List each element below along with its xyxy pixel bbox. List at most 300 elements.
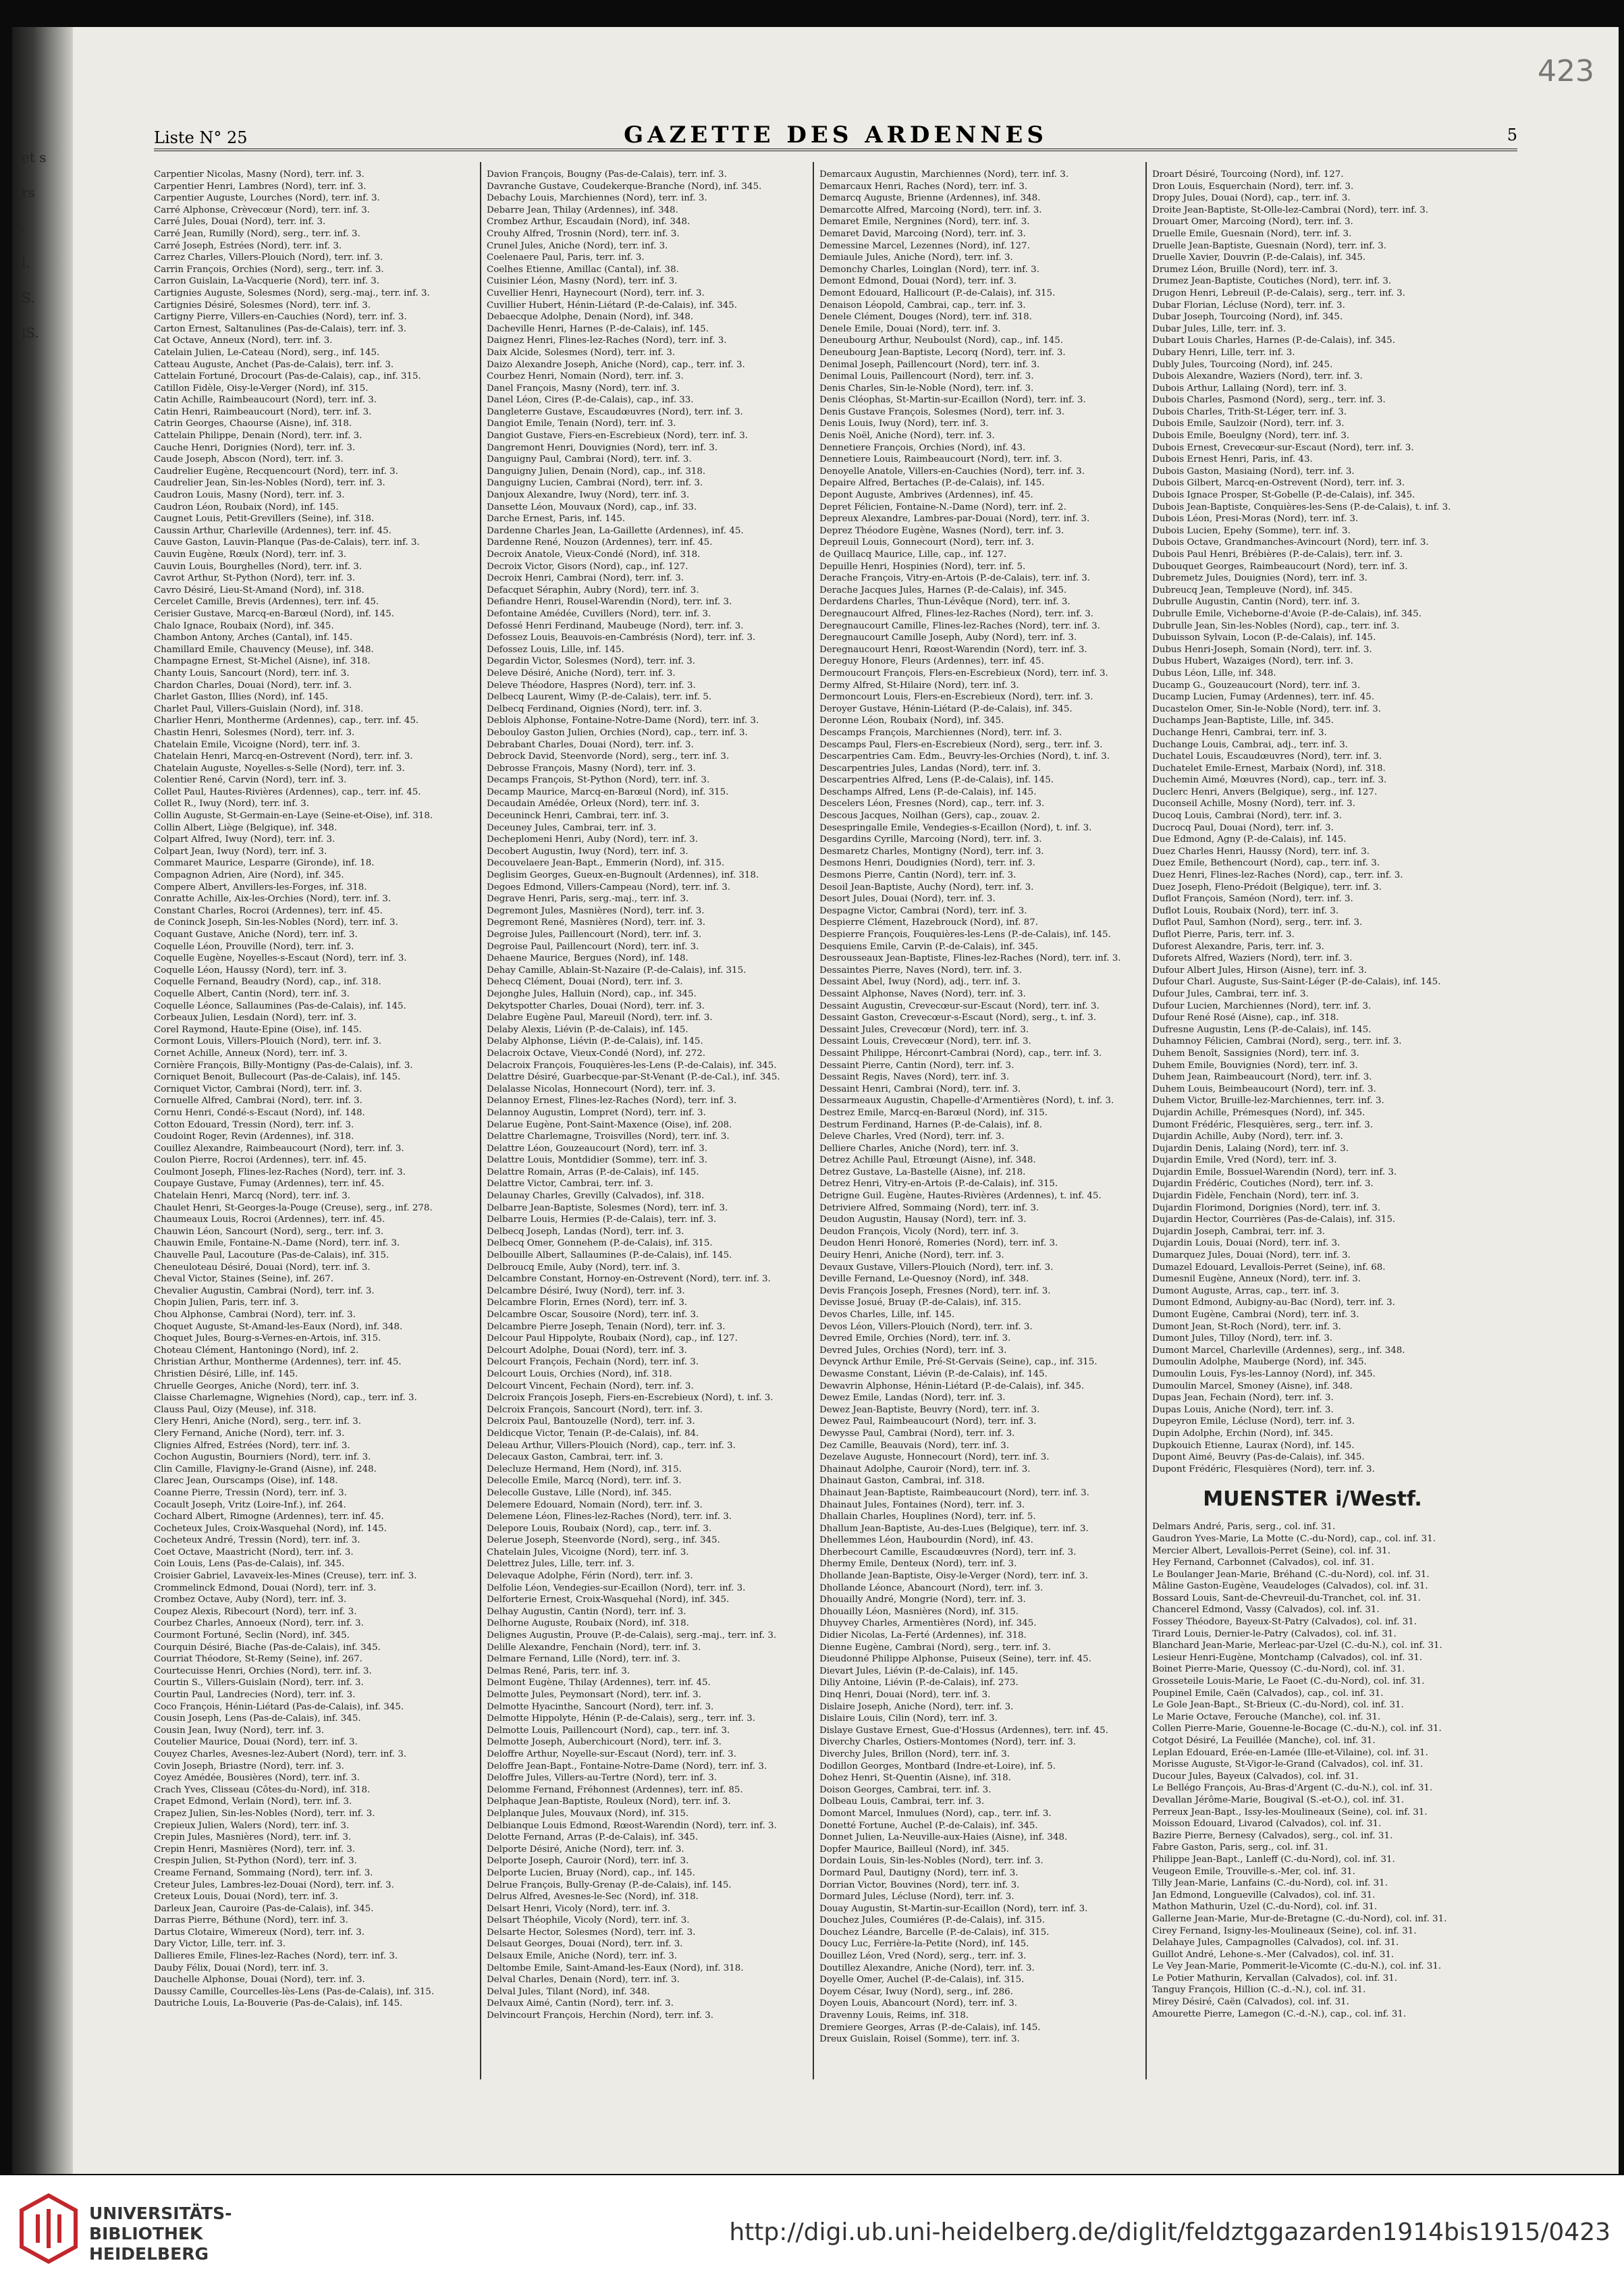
list-entry: Leplan Edouard, Erée-en-Lamée (Ille-et-Vilaine), col. inf. 31. — [1152, 1747, 1428, 1758]
list-entry: Dropy Jules, Douai (Nord), cap., terr. inf. 3. — [1152, 193, 1351, 204]
list-entry: Degardin Victor, Solesmes (Nord), terr. inf. 3. — [487, 656, 696, 667]
list-entry: Dupin Adolphe, Erchin (Nord), inf. 345. — [1152, 1428, 1334, 1439]
list-entry: Danguigny Lucien, Cambrai (Nord), terr. inf. 3. — [487, 478, 703, 489]
list-entry: Dubois Lucien, Epehy (Somme), terr. inf. 3. — [1152, 525, 1351, 536]
list-entry: Delannoy Ernest, Flines-lez-Raches (Nord), terr. inf. 3. — [487, 1096, 737, 1107]
list-entry: Ducastelon Omer, Sin-le-Noble (Nord), terr. inf. 3. — [1152, 703, 1381, 714]
list-entry: Dennetiere Louis, Raimbeaucourt (Nord), terr. inf. 3. — [819, 454, 1062, 465]
list-entry: Delmotte Hippolyte, Hénin (P.-de-Calais), serg., terr. inf. 3. — [487, 1713, 755, 1724]
list-entry: Claisse Charlemagne, Wignehies (Nord), cap., terr. inf. 3. — [154, 1393, 417, 1404]
list-entry: Demarcaux Henri, Raches (Nord), terr. inf. 3. — [819, 181, 1028, 192]
list-entry: Chauvelle Paul, Lacouture (Pas-de-Calais), inf. 315. — [154, 1250, 389, 1261]
list-entry: Clauss Paul, Oizy (Meuse), inf. 318. — [154, 1404, 317, 1415]
list-entry: Crepin Jules, Masnières (Nord), terr. inf. 3. — [154, 1832, 352, 1843]
list-entry: Collet Paul, Hautes-Rivières (Ardennes), cap., terr. inf. 45. — [154, 787, 421, 797]
list-entry: Cirey Fernand, Isigny-les-Moulineaux (Seine), col. inf. 31. — [1152, 1925, 1417, 1936]
list-entry: Deregnaucourt Henri, Rœost-Warendin (Nord), terr. inf. 3. — [819, 644, 1087, 655]
list-entry: Ducour Jules, Bayeux (Calvados), col. inf. 31. — [1152, 1771, 1359, 1782]
list-entry: Delbecq Joseph, Landas (Nord), terr. inf. 3. — [487, 1226, 684, 1237]
list-entry: Dislaire Louis, Cilin (Nord), terr. inf. 3. — [819, 1713, 998, 1724]
list-entry: Courmont Fortuné, Seclin (Nord), inf. 345. — [154, 1630, 350, 1641]
list-entry: Compere Albert, Anvillers-les-Forges, inf. 318. — [154, 882, 367, 893]
column-4-muenster-names — [1152, 1521, 1473, 2020]
list-entry: Dessaint Pierre, Cantin (Nord), terr. inf. 3. — [819, 1060, 1014, 1071]
list-entry: Cauche Henri, Dorignies (Nord), terr. inf. 3. — [154, 442, 356, 453]
list-entry: Demaret Emile, Nergnines (Nord), terr. inf. 3. — [819, 217, 1030, 228]
list-entry: Dhainaut Adolphe, Cauroir (Nord), terr. inf. 3. — [819, 1464, 1031, 1474]
list-entry: Descarpentries Jules, Landas (Nord), terr. inf. 3. — [819, 763, 1041, 774]
list-entry: Creteux Louis, Douai (Nord), terr. inf. 3. — [154, 1892, 339, 1902]
list-entry: Desmons Henri, Doudignies (Nord), terr. inf. 3. — [819, 858, 1035, 869]
list-entry: Courtin Paul, Landrecies (Nord), terr. inf. 3. — [154, 1690, 356, 1700]
list-entry: Dumoulin Adolphe, Mauberge (Nord), inf. 345. — [1152, 1357, 1367, 1368]
list-entry: Dhellemmes Léon, Haubourdin (Nord), inf. 43. — [819, 1535, 1033, 1546]
list-entry: Dubois Gaston, Masiaing (Nord), terr. inf. 3. — [1152, 466, 1355, 477]
list-entry: Demaret David, Marcoing (Nord), terr. inf. 3. — [819, 228, 1026, 239]
list-entry: Coulon Pierre, Rocroi (Ardennes), terr. inf. 45. — [154, 1155, 367, 1166]
list-entry: Duchemin Aimé, Mœuvres (Nord), cap., terr. inf. 3. — [1152, 775, 1387, 786]
list-entry: Devallan Jérôme-Marie, Bougival (S.-et-O.), col. inf. 31. — [1152, 1794, 1405, 1805]
list-entry: Defacquet Séraphin, Aubry (Nord), terr. inf. 3. — [487, 585, 699, 595]
list-entry: Doyen Louis, Abancourt (Nord), terr. inf. 3. — [819, 1998, 1018, 2009]
list-entry: Boinet Pierre-Marie, Quessoy (C.-du-Nord), col. inf. 31. — [1152, 1664, 1405, 1675]
list-entry: Dubus Hubert, Wazaiges (Nord), terr. inf. 3. — [1152, 656, 1353, 667]
list-entry: Corel Raymond, Haute-Epine (Oise), inf. 145. — [154, 1024, 362, 1035]
list-entry: Denis Gustave François, Solesmes (Nord), terr. inf. 3. — [819, 406, 1065, 417]
newspaper-page-number: 5 — [1507, 126, 1517, 144]
list-entry: Crombez Arthur, Escaudain (Nord), inf. 348. — [487, 217, 691, 228]
list-entry: Delsaut Georges, Douai (Nord), terr. inf. 3. — [487, 1939, 683, 1950]
list-entry: Detrigne Guil. Eugène, Hautes-Rivières (Ardennes), t. inf. 45. — [819, 1191, 1102, 1202]
list-entry: Dujardin Frédéric, Coutiches (Nord), terr. inf. 3. — [1152, 1179, 1374, 1190]
list-entry: Desort Jules, Douai (Nord), terr. inf. 3. — [819, 894, 996, 905]
list-entry: Mâline Gaston-Eugène, Veaudeloges (Calvados), col. inf. 31. — [1152, 1581, 1428, 1592]
list-entry: Courquin Désiré, Biache (Pas-de-Calais), inf. 345. — [154, 1642, 381, 1653]
list-entry: Coanne Pierre, Tressin (Nord), terr. inf. 3. — [154, 1487, 347, 1498]
list-entry: Dessaint Louis, Crevecœur (Nord), terr. inf. 3. — [819, 1036, 1031, 1047]
list-entry: Dormard Jules, Lécluse (Nord), terr. inf. 3. — [819, 1892, 1014, 1902]
list-entry: Diverchy Jules, Brillon (Nord), terr. inf. 3. — [819, 1749, 1010, 1759]
list-entry: Delcroix François, Sancourt (Nord), terr. inf. 3. — [487, 1404, 703, 1415]
list-entry: Duforets Alfred, Waziers (Nord), terr. inf. 3. — [1152, 953, 1353, 964]
list-entry: Delecolle Gustave, Lille (Nord), inf. 345. — [487, 1487, 672, 1498]
list-entry: Delmas René, Paris, terr. inf. 3. — [487, 1666, 630, 1676]
list-entry: Dereguy Honore, Fleurs (Ardennes), terr. inf. 45. — [819, 656, 1044, 667]
list-entry: Delattre Léon, Gouzeaucourt (Nord), terr. inf. 3. — [487, 1143, 708, 1154]
list-entry: Defossez Louis, Beauvois-en-Cambrésis (Nord), terr. inf. 3. — [487, 633, 756, 643]
list-entry: Delsart Henri, Vicoly (Nord), terr. inf. 3. — [487, 1903, 671, 1914]
list-entry: Delbarre Louis, Hermies (P.-de-Calais), terr. inf. 3. — [487, 1215, 717, 1225]
list-entry: Denis Noël, Aniche (Nord), terr. inf. 3. — [819, 431, 995, 442]
list-entry: Devred Jules, Orchies (Nord), terr. inf. 3. — [819, 1345, 1007, 1356]
list-entry: Dardenne René, Nouzon (Ardennes), terr. inf. 45. — [487, 537, 713, 548]
list-entry: Cheneuloteau Désiré, Douai (Nord), terr. inf. 3. — [154, 1262, 371, 1273]
list-entry: Denis Cléophas, St-Martin-sur-Ecaillon (Nord), terr. inf. 3. — [819, 395, 1086, 406]
list-entry: Colpart Jean, Iwuy (Nord), terr. inf. 3. — [154, 846, 327, 857]
newspaper-header — [154, 101, 1517, 151]
list-entry: Dormard Paul, Dautigny (Nord), terr. inf. 3. — [819, 1867, 1019, 1878]
list-entry: Delille Alexandre, Fenchain (Nord), terr. inf. 3. — [487, 1642, 701, 1653]
list-entry: Compagnon Adrien, Aire (Nord), inf. 345. — [154, 870, 344, 881]
list-entry: Degrave Henri, Paris, serg.-maj., terr. inf. 3. — [487, 894, 689, 905]
list-entry: Dubois Gilbert, Marcq-en-Ostrevent (Nord), terr. inf. 3. — [1152, 478, 1405, 489]
list-entry: Demonchy Charles, Loinglan (Nord), terr. inf. 3. — [819, 264, 1039, 275]
list-entry: Degroise Jules, Paillencourt (Nord), terr. inf. 3. — [487, 930, 702, 940]
list-entry: Dubremetz Jules, Douignies (Nord), terr. inf. 3. — [1152, 573, 1368, 584]
list-entry: Delcambre Oscar, Sousoire (Nord), terr. inf. 3. — [487, 1310, 699, 1320]
list-entry: Dennetiere François, Orchies (Nord), inf. 43. — [819, 442, 1026, 453]
list-entry: Cormont Louis, Villers-Plouich (Nord), terr. inf. 3. — [154, 1036, 382, 1047]
list-entry: Dubar Jules, Lille, terr. inf. 3. — [1152, 323, 1287, 334]
list-entry: Dubois Léon, Presi-Moras (Nord), terr. inf. 3. — [1152, 514, 1359, 525]
list-entry: Delannoy Augustin, Lompret (Nord), terr. inf. 3. — [487, 1107, 706, 1118]
list-entry: Coyez Amédée, Bousières (Nord), terr. inf. 3. — [154, 1773, 360, 1784]
list-entry: Delabre Eugène Paul, Mareuil (Nord), terr. inf. 3. — [487, 1013, 713, 1023]
list-entry: Dubreucq Jean, Templeuve (Nord), inf. 345. — [1152, 585, 1353, 595]
list-entry: Descamps François, Marchiennes (Nord), terr. inf. 3. — [819, 727, 1062, 738]
list-entry: Drumez Jean-Baptiste, Coutiches (Nord), terr. inf. 3. — [1152, 276, 1392, 287]
list-entry: Dujardin Denis, Lalaing (Nord), terr. inf. 3. — [1152, 1143, 1349, 1154]
list-entry: Deroyer Gustave, Hénin-Liétard (P.-de-Calais), inf. 345. — [819, 703, 1073, 714]
list-entry: Dupkouich Etienne, Laurax (Nord), inf. 145. — [1152, 1440, 1355, 1451]
list-entry: Duclerc Henri, Anvers (Belgique), serg., inf. 127. — [1152, 787, 1378, 797]
list-entry: Depreux Alexandre, Lambres-par-Douai (Nord), terr. inf. 3. — [819, 514, 1090, 525]
list-entry: Droite Jean-Baptiste, St-Olle-lez-Cambrai (Nord), terr. inf. 3. — [1152, 205, 1429, 215]
list-entry: Daizo Alexandre Joseph, Aniche (Nord), cap., terr. inf. 3. — [487, 359, 745, 370]
list-entry: Decamp Maurice, Marcq-en-Barœul (Nord), inf. 315. — [487, 787, 729, 797]
list-entry: Catillon Fidèle, Oisy-le-Verger (Nord), inf. 315. — [154, 383, 369, 394]
list-entry: Devis François Joseph, Fresnes (Nord), terr. inf. 3. — [819, 1285, 1051, 1296]
list-entry: Dubar Florian, Lécluse (Nord), terr. inf. 3. — [1152, 300, 1345, 311]
list-entry: Dubois Arthur, Lallaing (Nord), terr. inf. 3. — [1152, 383, 1347, 394]
list-entry: Cheval Victor, Staines (Seine), inf. 267. — [154, 1274, 334, 1285]
list-entry: Decobert Augustin, Iwuy (Nord), terr. inf. 3. — [487, 846, 688, 857]
list-entry: Danel Léon, Cires (P.-de-Calais), cap., inf. 33. — [487, 395, 694, 406]
list-entry: Despagne Victor, Cambrai (Nord), terr. inf. 3. — [819, 905, 1027, 916]
list-entry: Dangremont Henri, Douvignies (Nord), terr. inf. 3. — [487, 442, 718, 453]
list-entry: Chatelain Henri, Marcq-en-Ostrevent (Nord), terr. inf. 3. — [154, 751, 413, 762]
list-entry: Descamps Paul, Flers-en-Escrebieux (Nord), serg., terr. inf. 3. — [819, 739, 1103, 750]
column-3 — [819, 169, 1140, 2079]
list-entry: Dubouquet Georges, Raimbeaucourt (Nord), terr. inf. 3. — [1152, 561, 1408, 572]
list-entry: Dodillon Georges, Montbard (Indre-et-Loire), inf. 5. — [819, 1761, 1056, 1772]
list-entry: Doyelle Omer, Auchel (P.-de-Calais), inf. 315. — [819, 1975, 1025, 1986]
list-entry: Carrin François, Orchies (Nord), serg., terr. inf. 3. — [154, 264, 384, 275]
list-entry: Duforest Alexandre, Paris, terr. inf. 3. — [1152, 941, 1324, 952]
list-entry: Dumont Eugène, Cambrai (Nord), terr. inf. 3. — [1152, 1310, 1359, 1320]
list-entry: Duchange Henri, Cambrai, terr. inf. 3. — [1152, 727, 1327, 738]
list-entry: Delcroix François Joseph, Fiers-en-Escrebieux (Nord), t. inf. 3. — [487, 1393, 774, 1404]
list-entry: Dangleterre Gustave, Escaudœuvres (Nord), terr. inf. 3. — [487, 406, 743, 417]
list-entry: Donnet Julien, La-Neuville-aux-Haies (Aisne), inf. 348. — [819, 1832, 1068, 1843]
list-entry: Douchez Jules, Coumiéres (P.-de-Calais), inf. 315. — [819, 1915, 1046, 1926]
list-entry: Daix Alcide, Solesmes (Nord), terr. inf. 3. — [487, 347, 676, 358]
list-entry: Crepieux Julien, Walers (Nord), terr. inf. 3. — [154, 1820, 350, 1831]
list-entry: Choteau Clément, Hantoningo (Nord), inf. 2. — [154, 1345, 359, 1356]
list-entry: Dujardin Florimond, Dorignies (Nord), terr. inf. 3. — [1152, 1202, 1380, 1213]
list-entry: Depreuil Louis, Gonnecourt (Nord), terr. inf. 3. — [819, 537, 1034, 548]
list-entry: Dislaire Joseph, Aniche (Nord), terr. inf. 3. — [819, 1701, 1014, 1712]
list-entry: Dermoncourt Louis, Flers-en-Escrebieux (Nord), terr. inf. 3. — [819, 692, 1093, 703]
list-entry: Cauve Gaston, Lauvin-Planque (Pas-de-Calais), terr. inf. 3. — [154, 537, 420, 548]
list-entry: Clery Fernand, Aniche (Nord), terr. inf. 3. — [154, 1428, 345, 1439]
source-url[interactable]: http://digi.ub.uni-heidelberg.de/diglit/feldztggazarden1914bis1915/0423 — [729, 2218, 1611, 2246]
column-divider — [813, 162, 814, 2079]
list-entry: Catrin Georges, Chaourse (Aisne), inf. 318. — [154, 419, 352, 429]
list-entry: Delvaux Aimé, Cantin (Nord), terr. inf. 3. — [487, 1998, 674, 2009]
list-entry: Conratte Achille, Aix-les-Orchies (Nord), terr. inf. 3. — [154, 894, 391, 905]
list-entry: Dupont Aimé, Beuvry (Pas-de-Calais), inf. 345. — [1152, 1452, 1365, 1463]
library-logo-icon — [18, 2191, 80, 2266]
list-entry: Dessaint Abel, Iwuy (Nord), adj., terr. inf. 3. — [819, 977, 1021, 988]
list-entry: Druelle Emile, Guesnain (Nord), terr. inf. 3. — [1152, 228, 1352, 239]
list-entry: Deprez Théodore Eugène, Wasnes (Nord), terr. inf. 3. — [819, 525, 1064, 536]
list-entry: Dufour Charl. Auguste, Sus-Saint-Léger (P.-de-Calais), inf. 145. — [1152, 977, 1441, 988]
list-entry: Drugon Henri, Lebreuil (P.-de-Calais), serg., terr. inf. 3. — [1152, 288, 1405, 298]
list-entry: Dupas Louis, Aniche (Nord), terr. inf. 3. — [1152, 1404, 1334, 1415]
list-entry: Cuisinier Léon, Masny (Nord), terr. inf. 3. — [487, 276, 678, 287]
list-entry: Coupez Alexis, Ribecourt (Nord), terr. inf. 3. — [154, 1606, 357, 1617]
list-entry: Deloffre Jean-Bapt., Fontaine-Notre-Dame (Nord), terr. inf. 3. — [487, 1761, 767, 1772]
list-entry: Dujardin Joseph, Cambrai, terr. inf. 3. — [1152, 1226, 1326, 1237]
list-entry: Delemere Edouard, Nomain (Nord), terr. inf. 3. — [487, 1499, 703, 1510]
list-entry: Dewysse Paul, Cambrai (Nord), terr. inf. 3. — [819, 1428, 1015, 1439]
list-entry: Depaire Alfred, Bertaches (P.-de-Calais), inf. 145. — [819, 478, 1045, 489]
list-entry: Duez Charles Henri, Haussy (Nord), terr. inf. 3. — [1152, 846, 1370, 857]
pencil-page-number: 423 — [1538, 54, 1594, 88]
list-entry: Delhorne Auguste, Roubaix (Nord), inf. 318. — [487, 1618, 689, 1629]
list-entry: Deceuney Jules, Cambrai, terr. inf. 3. — [487, 822, 657, 833]
column-4-names — [1152, 169, 1473, 1475]
list-entry: Dubois Paul Henri, Brébières (P.-de-Calais), terr. inf. 3. — [1152, 550, 1403, 560]
list-entry: Duchatel Louis, Escaudœuvres (Nord), terr. inf. 3. — [1152, 751, 1382, 762]
list-entry: Dautriche Louis, La-Bouverie (Pas-de-Calais), inf. 145. — [154, 1998, 403, 2009]
list-entry: Denoyelle Anatole, Villers-en-Cauchies (Nord), terr. inf. 3. — [819, 466, 1085, 477]
list-entry: Deneubourg Jean-Baptiste, Lecorq (Nord), terr. inf. 3. — [819, 347, 1066, 358]
list-entry: Gaudron Yves-Marie, La Motte (C.-du-Nord), cap., col. inf. 31. — [1152, 1533, 1436, 1544]
list-entry: Catin Achille, Raimbeaucourt (Nord), terr. inf. 3. — [154, 395, 377, 406]
list-entry: Delcambre Florin, Ernes (Nord), terr. inf. 3. — [487, 1298, 688, 1308]
list-entry: Dhainaut Jean-Baptiste, Raimbeaucourt (Nord), terr. inf. 3. — [819, 1487, 1089, 1498]
list-entry: Dufour René Rosé (Aisne), cap., inf. 318. — [1152, 1013, 1339, 1023]
list-entry: Dhouailly Léon, Masnières (Nord), inf. 315. — [819, 1606, 1019, 1617]
list-entry: Couyez Charles, Avesnes-lez-Aubert (Nord), terr. inf. 3. — [154, 1749, 407, 1759]
list-entry: Dubart Louis Charles, Harnes (P.-de-Calais), inf. 345. — [1152, 336, 1395, 346]
list-entry: Delbroucq Emile, Auby (Nord), terr. inf. 3. — [487, 1262, 680, 1273]
list-entry: Denis Louis, Iwuy (Nord), terr. inf. 3. — [819, 419, 989, 429]
list-entry: Deloffre Jules, Villers-au-Tertre (Nord), terr. inf. 3. — [487, 1773, 718, 1784]
list-entry: Deudon François, Vicoly (Nord), terr. inf. 3. — [819, 1226, 1019, 1237]
list-entry: Delerue Joseph, Steenvorde (Nord), serg., inf. 345. — [487, 1535, 720, 1546]
list-entry: Dewez Jean-Baptiste, Beuvry (Nord), terr. inf. 3. — [819, 1404, 1040, 1415]
list-entry: Dumont Edmond, Aubigny-au-Bac (Nord), terr. inf. 3. — [1152, 1298, 1395, 1308]
list-entry: Delrue François, Bully-Grenay (P.-de-Calais), inf. 145. — [487, 1880, 732, 1890]
list-entry: Delbouille Albert, Sallaumines (P.-de-Calais), inf. 145. — [487, 1250, 732, 1261]
list-entry: Delval Jules, Tilant (Nord), inf. 348. — [487, 1986, 650, 1997]
list-entry: Desrousseaux Jean-Baptiste, Flines-lez-Raches (Nord), terr. inf. 3. — [819, 953, 1121, 964]
list-entry: Devred Emile, Orchies (Nord), terr. inf. 3. — [819, 1333, 1011, 1344]
list-entry: Chatelain Emile, Vicoigne (Nord), terr. inf. 3. — [154, 739, 360, 750]
list-entry: Cauvin Louis, Bourghelles (Nord), terr. inf. 3. — [154, 561, 362, 572]
list-entry: Dardenne Charles Jean, La-Gaillette (Ardennes), inf. 45. — [487, 525, 744, 536]
list-entry: Deregnaucourt Camille Joseph, Auby (Nord), terr. inf. 3. — [819, 633, 1077, 643]
list-entry: Charlet Gaston, Illies (Nord), inf. 145. — [154, 692, 328, 703]
list-entry: Delbecq Ferdinand, Oignies (Nord), terr. inf. 3. — [487, 703, 703, 714]
list-entry: Tirard Louis, Dernier-le-Patry (Calvados), col. inf. 31. — [1152, 1628, 1397, 1639]
list-entry: Danjoux Alexandre, Iwuy (Nord), terr. inf. 3. — [487, 490, 690, 501]
list-entry: Cavrot Arthur, St-Python (Nord), terr. inf. 3. — [154, 573, 356, 584]
list-entry: Douchez Léandre, Barcelle (P.-de-Calais), inf. 315. — [819, 1927, 1050, 1938]
list-entry: Dehecq Clément, Douai (Nord), terr. inf. 3. — [487, 977, 683, 988]
list-entry: Carrez Charles, Villers-Plouich (Nord), terr. inf. 3. — [154, 252, 383, 263]
list-entry: Delotte Fernand, Arras (P.-de-Calais), inf. 345. — [487, 1832, 699, 1843]
list-entry: Cattelain Philippe, Denain (Nord), terr. inf. 3. — [154, 431, 362, 442]
list-entry: Denis Charles, Sin-le-Noble (Nord), terr. inf. 3. — [819, 383, 1034, 394]
list-entry: Dienne Eugène, Cambrai (Nord), serg., terr. inf. 3. — [819, 1642, 1051, 1653]
list-entry: Dherbecourt Camille, Escaudœuvres (Nord), terr. inf. 3. — [819, 1547, 1077, 1557]
list-entry: Delmotte Jules, Peymonsart (Nord), terr. inf. 3. — [487, 1690, 701, 1700]
list-entry: Cuvellier Henri, Haynecourt (Nord), terr. inf. 3. — [487, 288, 705, 298]
library-footer — [0, 2175, 1624, 2290]
list-entry: Crombez Octave, Auby (Nord), terr. inf. 3. — [154, 1595, 347, 1605]
list-entry: Deblois Alphonse, Fontaine-Notre-Dame (Nord), terr. inf. 3. — [487, 716, 759, 726]
list-entry: Colpart Alfred, Iwuy (Nord), terr. inf. 3. — [154, 834, 335, 845]
list-entry: Charlier Henri, Montherme (Ardennes), cap., terr. inf. 45. — [154, 716, 419, 726]
list-entry: Mercier Albert, Levallois-Perret (Seine), col. inf. 31. — [1152, 1545, 1390, 1556]
list-entry: Cuvillier Hubert, Hénin-Liétard (P.-de-Calais), inf. 345. — [487, 300, 738, 311]
list-entry: Degroise Paul, Paillencourt (Nord), terr. inf. 3. — [487, 941, 699, 952]
list-entry: Dhollande Jean-Baptiste, Oisy-le-Verger (Nord), terr. inf. 3. — [819, 1571, 1088, 1582]
list-entry: Defossez Louis, Lille, inf. 145. — [487, 644, 624, 655]
list-entry: Delattre Romain, Arras (P.-de-Calais), inf. 145. — [487, 1167, 699, 1177]
list-entry: Delmotte Hyacinthe, Sancourt (Nord), terr. inf. 3. — [487, 1701, 714, 1712]
list-entry: Deschamps Alfred, Lens (P.-de-Calais), inf. 145. — [819, 787, 1037, 797]
list-entry: Delporte Joseph, Cauroir (Nord), terr. inf. 3. — [487, 1856, 689, 1867]
list-entry: Doucy Luc, Ferrière-la-Petite (Nord), inf. 145. — [819, 1939, 1029, 1950]
list-entry: Dumont Marcel, Charleville (Ardennes), serg., inf. 348. — [1152, 1345, 1405, 1356]
list-entry: Courbez Henri, Nomain (Nord), terr. inf. 3. — [487, 371, 684, 382]
list-entry: Cocheteux Jules, Croix-Wasquehal (Nord), inf. 145. — [154, 1523, 387, 1534]
list-entry: Carré Joseph, Estrées (Nord), terr. inf. 3. — [154, 240, 342, 251]
list-entry: Dubrulle Augustin, Cantin (Nord), terr. inf. 3. — [1152, 597, 1360, 608]
list-entry: Coquelle Léon, Haussy (Nord), terr. inf. 3. — [154, 965, 347, 976]
list-entry: Le Bellégo François, Au-Bras-d'Argent (C.-du-N.), col. inf. 31. — [1152, 1783, 1433, 1794]
list-entry: Collin Auguste, St-Germain-en-Laye (Seine-et-Oise), inf. 318. — [154, 811, 433, 822]
list-entry: Dhuyvey Charles, Armentières (Nord), inf. 345. — [819, 1618, 1037, 1629]
list-entry: Detrez Achille Paul, Etrœungt (Aisne), inf. 348. — [819, 1155, 1036, 1166]
list-entry: Diliy Antoine, Liévin (P.-de-Calais), inf. 273. — [819, 1678, 1019, 1688]
list-entry: Due Edmond, Agny (P.-de-Calais), inf. 145. — [1152, 834, 1347, 845]
list-entry: Dubrulle Emile, Vicheborne-d'Avoie (P.-de-Calais), inf. 345. — [1152, 608, 1422, 619]
list-entry: Dumont Jean, St-Roch (Nord), terr. inf. 3. — [1152, 1321, 1341, 1332]
list-entry: Depuille Henri, Hospinies (Nord), terr. inf. 5. — [819, 561, 1026, 572]
list-entry: Debrosse François, Masny (Nord), terr. inf. 3. — [487, 763, 696, 774]
list-entry: Creame Fernand, Sommaing (Nord), terr. inf. 3. — [154, 1867, 373, 1878]
liste-number: Liste N° 25 — [154, 128, 248, 147]
list-entry: Delrus Alfred, Avesnes-le-Sec (Nord), inf. 318. — [487, 1892, 699, 1902]
list-entry: Bazire Pierre, Bernesy (Calvados), serg., col. inf. 31. — [1152, 1830, 1393, 1841]
list-entry: Drumez Léon, Bruille (Nord), terr. inf. 3. — [1152, 264, 1338, 275]
list-entry: Duhem Jean, Raimbeaucourt (Nord), terr. inf. 3. — [1152, 1072, 1372, 1083]
list-entry: Dumarquez Jules, Douai (Nord), terr. inf. 3. — [1152, 1250, 1351, 1261]
list-entry: Dhollande Léonce, Abancourt (Nord), terr. inf. 3. — [819, 1582, 1044, 1593]
list-entry: Dhallum Jean-Baptiste, Au-des-Lues (Belgique), terr. inf. 3. — [819, 1523, 1089, 1534]
list-entry: Delcour Paul Hippolyte, Roubaix (Nord), cap., inf. 127. — [487, 1333, 738, 1344]
list-entry: Delaunay Charles, Grevilly (Calvados), inf. 318. — [487, 1191, 705, 1202]
list-entry: Coutelier Maurice, Douai (Nord), terr. inf. 3. — [154, 1737, 358, 1748]
list-entry: Delcourt Louis, Orchies (Nord), inf. 318. — [487, 1368, 672, 1379]
list-entry: Derache François, Vitry-en-Artois (P.-de-Calais), terr. inf. 3. — [819, 573, 1090, 584]
list-entry: Dacheville Henri, Harnes (P.-de-Calais), inf. 145. — [487, 323, 709, 334]
list-entry: Duflot Louis, Roubaix (Nord), terr. inf. 3. — [1152, 905, 1339, 916]
list-entry: Gallerne Jean-Marie, Mur-de-Bretagne (C.-du-Nord), col. inf. 31. — [1152, 1913, 1447, 1924]
list-entry: Delalasse Nicolas, Honnecourt (Nord), terr. inf. 3. — [487, 1084, 716, 1094]
library-name-line: BIBLIOTHEK — [89, 2224, 203, 2243]
list-entry: Dubois Charles, Trith-St-Léger, terr. inf. 3. — [1152, 406, 1347, 417]
list-entry: Demont Edmond, Douai (Nord), terr. inf. 3. — [819, 276, 1017, 287]
list-entry: Dessaint Philippe, Hérconrt-Cambrai (Nord), cap., terr. inf. 3. — [819, 1048, 1102, 1059]
list-entry: Destrez Emile, Marcq-en-Barœul (Nord), inf. 315. — [819, 1107, 1048, 1118]
list-entry: Chamillard Emile, Chauvency (Meuse), inf. 348. — [154, 644, 374, 655]
list-entry: Dubus Léon, Lille, inf. 348. — [1152, 668, 1276, 678]
list-entry: Dubois Charles, Pasmond (Nord), serg., terr. inf. 3. — [1152, 395, 1386, 406]
list-entry: Delomme Fernand, Fréhonnest (Ardennes), terr. inf. 85. — [487, 1784, 743, 1795]
list-entry: Descarpentries Cam. Edm., Beuvry-les-Orchies (Nord), t. inf. 3. — [819, 751, 1110, 762]
list-entry: Catteau Auguste, Anchet (Pas-de-Calais), terr. inf. 3. — [154, 359, 394, 370]
list-entry: Degremont Jules, Masnières (Nord), terr. inf. 3. — [487, 905, 705, 916]
list-entry: Christien Désiré, Lille, inf. 145. — [154, 1368, 298, 1379]
list-entry: Decheplomeni Henri, Auby (Nord), terr. inf. 3. — [487, 834, 699, 845]
list-entry: Tanguy François, Hillion (C.-d.-N.), col. inf. 31. — [1152, 1985, 1366, 1996]
list-entry: Champagne Ernest, St-Michel (Aisne), inf. 318. — [154, 656, 371, 667]
list-entry: Dauchelle Alphonse, Douai (Nord), terr. inf. 3. — [154, 1975, 365, 1986]
list-entry: Duconseil Achille, Mosny (Nord), terr. inf. 3. — [1152, 799, 1355, 809]
list-entry: Dewavrin Alphonse, Hénin-Liétard (P.-de-Calais), inf. 345. — [819, 1381, 1085, 1391]
list-entry: Cat Octave, Anneux (Nord), terr. inf. 3. — [154, 336, 333, 346]
list-entry: Doutillez Alexandre, Aniche (Nord), terr. inf. 3. — [819, 1963, 1035, 1973]
column-divider — [480, 162, 481, 2079]
list-entry: Duhamnoy Félicien, Cambrai (Nord), serg., terr. inf. 3. — [1152, 1036, 1402, 1047]
list-entry: Delaby Alexis, Liévin (P.-de-Calais), inf. 145. — [487, 1024, 688, 1035]
list-entry: Mathon Mathurin, Uzel (C.-du-Nord), col. inf. 31. — [1152, 1902, 1378, 1913]
list-entry: Delphaque Jean-Baptiste, Rouleux (Nord), terr. inf. 3. — [487, 1796, 731, 1807]
list-entry: Couillez Alexandre, Raimbeaucourt (Nord), terr. inf. 3. — [154, 1143, 404, 1154]
list-entry: Delattre Louis, Montdidier (Somme), terr. inf. 3. — [487, 1155, 707, 1166]
list-entry: Delacroix François, Fouquières-les-Lens (P.-de-Calais), inf. 345. — [487, 1060, 777, 1071]
list-entry: Deneubourg Arthur, Neuboulst (Nord), cap., inf. 145. — [819, 336, 1064, 346]
list-entry: Cocheteux André, Tressin (Nord), terr. inf. 3. — [154, 1535, 360, 1546]
list-entry: Cattelain Fortuné, Drocourt (Pas-de-Calais), cap., inf. 315. — [154, 371, 421, 382]
list-entry: Carpentier Nicolas, Masny (Nord), terr. inf. 3. — [154, 169, 364, 180]
list-entry: Coquelle Fernand, Beaudry (Nord), cap., inf. 318. — [154, 977, 381, 988]
list-entry: Danel François, Masny (Nord), terr. inf. 3. — [487, 383, 680, 394]
list-entry: Caugnet Louis, Petit-Grevillers (Seine), inf. 318. — [154, 514, 375, 525]
list-entry: Deloffre Arthur, Noyelle-sur-Escaut (Nord), terr. inf. 3. — [487, 1749, 736, 1759]
list-entry: Le Vey Jean-Marie, Pommerit-le-Vicomte (C.-du-N.), col. inf. 31. — [1152, 1961, 1442, 1972]
list-entry: Derache Jacques Jules, Harnes (P.-de-Calais), inf. 345. — [819, 585, 1067, 595]
list-entry: Le Marie Octave, Ferouche (Manche), col. inf. 31. — [1152, 1711, 1381, 1722]
list-entry: Domont Marcel, Inmulues (Nord), cap., terr. inf. 3. — [819, 1808, 1052, 1819]
list-entry: Mirey Désiré, Caën (Calvados), col. inf. 31. — [1152, 1997, 1349, 2008]
list-entry: Carton Ernest, Saltanulines (Pas-de-Calais), terr. inf. 3. — [154, 323, 406, 334]
list-entry: Cochon Augustin, Bourniers (Nord), terr. inf. 3. — [154, 1452, 371, 1463]
list-entry: Duhem Benoît, Sassignies (Nord), terr. inf. 3. — [1152, 1048, 1359, 1059]
list-entry: Duhem Louis, Beimbeaucourt (Nord), terr. inf. 3. — [1152, 1084, 1376, 1094]
column-2 — [487, 169, 807, 2079]
list-entry: Darche Ernest, Paris, inf. 145. — [487, 514, 626, 525]
list-entry: Carpentier Auguste, Lourches (Nord), terr. inf. 3. — [154, 193, 380, 204]
list-entry: Doyem César, Iwuy (Nord), serg., inf. 286. — [819, 1986, 1013, 1997]
